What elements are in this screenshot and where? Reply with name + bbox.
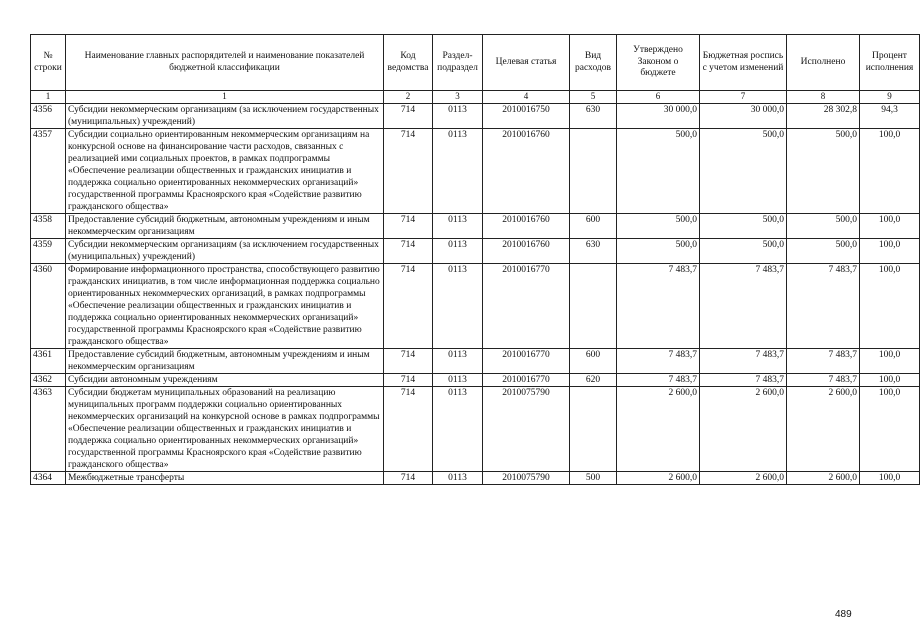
header-target: Целевая статья — [483, 35, 570, 91]
row-budget-list: 500,0 — [700, 128, 787, 213]
row-expense-type: 600 — [570, 348, 617, 373]
row-budget-list: 7 483,7 — [700, 348, 787, 373]
row-name: Субсидии автономным учреждениям — [66, 373, 384, 386]
row-number: 4364 — [31, 471, 66, 484]
row-number: 4356 — [31, 103, 66, 128]
table-row — [31, 263, 920, 348]
row-name: Субсидии некоммерческим организациям (за исключением государственных (муниципальных) учреждений) — [66, 238, 384, 263]
row-section: 0113 — [433, 103, 483, 128]
row-expense-type: 500 — [570, 471, 617, 484]
row-executed: 500,0 — [787, 238, 860, 263]
row-percent: 94,3 — [860, 103, 920, 128]
column-number: 3 — [433, 91, 483, 104]
column-number: 7 — [700, 91, 787, 104]
row-target: 2010016770 — [483, 373, 570, 386]
column-number: 9 — [860, 91, 920, 104]
row-expense-type: 630 — [570, 103, 617, 128]
row-percent: 100,0 — [860, 263, 920, 348]
row-executed: 2 600,0 — [787, 471, 860, 484]
row-percent: 100,0 — [860, 213, 920, 238]
row-target: 2010016760 — [483, 238, 570, 263]
row-dept-code: 714 — [384, 348, 433, 373]
page-number: 489 — [835, 609, 852, 620]
row-budget-list: 30 000,0 — [700, 103, 787, 128]
row-percent: 100,0 — [860, 128, 920, 213]
row-dept-code: 714 — [384, 471, 433, 484]
row-budget-list: 500,0 — [700, 238, 787, 263]
row-target: 2010016760 — [483, 128, 570, 213]
row-target: 2010016770 — [483, 348, 570, 373]
row-section: 0113 — [433, 238, 483, 263]
row-section: 0113 — [433, 128, 483, 213]
row-executed: 28 302,8 — [787, 103, 860, 128]
row-dept-code: 714 — [384, 238, 433, 263]
row-section: 0113 — [433, 348, 483, 373]
row-approved: 30 000,0 — [617, 103, 700, 128]
row-section: 0113 — [433, 386, 483, 471]
row-name: Межбюджетные трансферты — [66, 471, 384, 484]
row-expense-type — [570, 263, 617, 348]
row-dept-code: 714 — [384, 213, 433, 238]
table-row — [31, 128, 920, 213]
row-section: 0113 — [433, 471, 483, 484]
row-number: 4360 — [31, 263, 66, 348]
row-approved: 500,0 — [617, 128, 700, 213]
column-number: 1 — [31, 91, 66, 104]
row-number: 4362 — [31, 373, 66, 386]
row-approved: 500,0 — [617, 213, 700, 238]
column-number: 8 — [787, 91, 860, 104]
header-percent: Процент исполнения — [860, 35, 920, 91]
header-dept-code: Код ведомства — [384, 35, 433, 91]
column-number: 6 — [617, 91, 700, 104]
table-row — [31, 348, 920, 373]
row-percent: 100,0 — [860, 471, 920, 484]
row-executed: 500,0 — [787, 128, 860, 213]
budget-execution-table — [30, 34, 920, 485]
header-executed: Исполнено — [787, 35, 860, 91]
row-target: 2010016760 — [483, 213, 570, 238]
column-number: 5 — [570, 91, 617, 104]
header-row-no: № строки — [31, 35, 66, 91]
row-dept-code: 714 — [384, 373, 433, 386]
row-target: 2010075790 — [483, 471, 570, 484]
row-expense-type — [570, 386, 617, 471]
row-section: 0113 — [433, 213, 483, 238]
row-dept-code: 714 — [384, 386, 433, 471]
row-executed: 7 483,7 — [787, 373, 860, 386]
table-row — [31, 103, 920, 128]
row-expense-type — [570, 128, 617, 213]
row-approved: 7 483,7 — [617, 348, 700, 373]
row-approved: 2 600,0 — [617, 386, 700, 471]
row-dept-code: 714 — [384, 103, 433, 128]
row-executed: 2 600,0 — [787, 386, 860, 471]
row-approved: 7 483,7 — [617, 373, 700, 386]
table-row — [31, 213, 920, 238]
row-budget-list: 2 600,0 — [700, 471, 787, 484]
row-expense-type: 620 — [570, 373, 617, 386]
row-dept-code: 714 — [384, 263, 433, 348]
header-approved: Утверждено Законом о бюджете — [617, 35, 700, 91]
row-target: 2010075790 — [483, 386, 570, 471]
row-target: 2010016770 — [483, 263, 570, 348]
row-number: 4361 — [31, 348, 66, 373]
row-number: 4357 — [31, 128, 66, 213]
row-name: Формирование информационного пространства, способствующего развитию гражданских инициатив, в том числе информационная поддержка социально ориентированных некоммерческих организаций, в рамках подпрограммы «Обеспечение реализации общественных и гражданских инициатив и поддержка социально ориентированных некоммерческих организаций» государственной программы Красноярского края «Содействие развитию гражданского общества» — [66, 263, 384, 348]
header-budget-list: Бюджетная роспись с учетом изменений — [700, 35, 787, 91]
row-expense-type: 600 — [570, 213, 617, 238]
row-name: Субсидии социально ориентированным некоммерческим организациям на конкурсной основе на финансирование части расходов, связанных с реализацией ими социальных проектов, в рамках подпрограммы «Обеспечение реализации общественных и гражданских инициатив и поддержка социально ориентированных некоммерческих организаций» государственной программы Красноярского края «Содействие развитию гражданского общества» — [66, 128, 384, 213]
row-percent: 100,0 — [860, 373, 920, 386]
header-expense-type: Вид расходов — [570, 35, 617, 91]
row-approved: 2 600,0 — [617, 471, 700, 484]
row-percent: 100,0 — [860, 348, 920, 373]
row-expense-type: 630 — [570, 238, 617, 263]
row-executed: 7 483,7 — [787, 263, 860, 348]
header-section: Раздел-подраздел — [433, 35, 483, 91]
table-row — [31, 386, 920, 471]
row-number: 4363 — [31, 386, 66, 471]
table-row — [31, 238, 920, 263]
table-row — [31, 471, 920, 484]
row-number: 4359 — [31, 238, 66, 263]
table-header-row — [31, 35, 920, 91]
row-executed: 500,0 — [787, 213, 860, 238]
column-number: 4 — [483, 91, 570, 104]
row-name: Предоставление субсидий бюджетным, автономным учреждениям и иным некоммерческим организациям — [66, 348, 384, 373]
row-executed: 7 483,7 — [787, 348, 860, 373]
row-number: 4358 — [31, 213, 66, 238]
header-name: Наименование главных распорядителей и наименование показателей бюджетной классификации — [66, 35, 384, 91]
row-approved: 7 483,7 — [617, 263, 700, 348]
column-number: 1 — [66, 91, 384, 104]
row-budget-list: 7 483,7 — [700, 373, 787, 386]
row-dept-code: 714 — [384, 128, 433, 213]
row-name: Предоставление субсидий бюджетным, автономным учреждениям и иным некоммерческим организациям — [66, 213, 384, 238]
row-name: Субсидии некоммерческим организациям (за исключением государственных (муниципальных) учреждений) — [66, 103, 384, 128]
row-approved: 500,0 — [617, 238, 700, 263]
row-section: 0113 — [433, 263, 483, 348]
row-percent: 100,0 — [860, 238, 920, 263]
row-section: 0113 — [433, 373, 483, 386]
row-budget-list: 2 600,0 — [700, 386, 787, 471]
table-row — [31, 373, 920, 386]
table-body — [31, 103, 920, 484]
row-budget-list: 500,0 — [700, 213, 787, 238]
column-number: 2 — [384, 91, 433, 104]
row-percent: 100,0 — [860, 386, 920, 471]
column-number-row — [31, 91, 920, 104]
row-target: 2010016750 — [483, 103, 570, 128]
row-budget-list: 7 483,7 — [700, 263, 787, 348]
row-name: Субсидии бюджетам муниципальных образований на реализацию муниципальных программ поддержки социально ориентированных некоммерческих организаций на конкурсной основе в рамках подпрограммы «Обеспечение реализации общественных и гражданских инициатив и поддержка социально ориентированных некоммерческих организаций» государственной программы Красноярского края «Содействие развитию гражданского общества» — [66, 386, 384, 471]
